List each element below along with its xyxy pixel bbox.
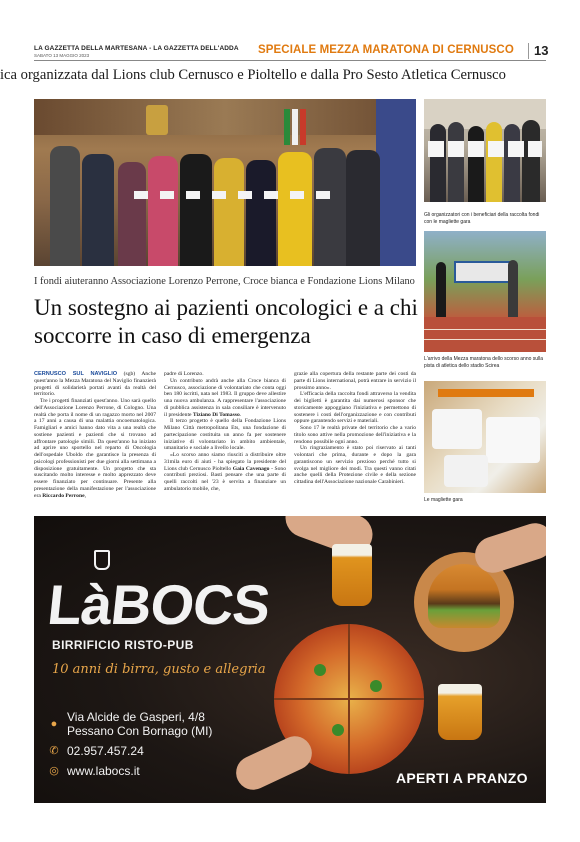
ad-address (48, 710, 212, 738)
col1-paragraph-1: Anche quest'anno la Mezza Maratona del Naviglio finanzierà progetti di solidarietà portati avanti da realtà del territorio. (34, 371, 156, 398)
hand-decoration (231, 731, 318, 796)
byline: (sgb) (123, 371, 136, 377)
person-name: Riccardo Perrone (42, 492, 85, 499)
caption-race-shirts: Le magliette gara (424, 497, 463, 503)
beer-glass-icon (438, 684, 482, 740)
person-name: Tiziano Di Tomasso (192, 411, 240, 418)
advertisement-labocs (34, 516, 546, 803)
ad-subtitle: BIRRIFICIO RISTO-PUB (52, 638, 194, 652)
col3-paragraph-4: Un ringraziamento è stato poi riservato ai tanti volontari che prima, durante e dopo la gara garantiscono un servizio prezioso perché tutto si svolga nel migliore dei modi. Tra questi vanno citati anche quelli della Protezione civile e della sezione cittadina dell'Associazione nazionale Carabinieri. (294, 445, 416, 485)
caption-finish-line: L'arrivo della Mezza maratona dello scorso anno sulla pista di atletica dello stadio Scirea (424, 356, 544, 369)
globe-icon: ◎ (49, 765, 59, 777)
photo-organizers (424, 99, 546, 202)
col2-paragraph-5: - Sono contributi preziosi. Basti pensare che una parte di quelli raccolti nel '23 è servita a finanziare un ambulatorio mobile, che, (164, 465, 287, 492)
ad-logo: LàBOCS (44, 573, 273, 636)
article-column-3 (294, 371, 416, 486)
article-column-1: CERNUSCO SUL NAVIGLIO (sgb) Anche quest'anno la Mezza Maratona del Naviglio finanzierà progetti di solidarietà portati avanti da realtà del territorio. Tre i progetti finanziati quest'anno. Uno sarà quello dell'Associazione Lorenzo Perrone, di Cologno. Una realtà che porta il nome di un ragazzo morto nel 2007 a 17 anni a causa di una malattia oncoematologica. Famigliari e amici hanno dato vita a una realtà che sostiene pazienti e pazienti che si trovano ad affrontare patologie simili. Da quest'anno ha iniziato ad aprire uno sportello nel reparto di Oncologia dell'ospedale Uboldo che garantisce la presenza di psicologi professionisti per due giorni alla settimana a disposizione gratuitamente. Un progetto che sta suscitando molto interesse e molto apprezzato deve essere finanziato per continuare. Presente alla presentazione della manifestazione per l'associazione era Riccardo Perrone, (34, 371, 156, 499)
beer-glass-icon (332, 544, 372, 606)
ad-slogan: 10 anni di birra, gusto e allegria (52, 662, 266, 677)
col2-paragraph-1: padre di Lorenzo. (164, 371, 204, 377)
article-column-2: padre di Lorenzo. Un contributo andrà anche alla Croce bianca di Cernusco, associazione di volontariato che conta oggi ben 180 iscritti, nata nel 1983. Il gruppo deve allestire una nuova ambulanza. A rappresentare l'associazione di pubblica assistenza in sala consiliare è intervenuto il presidente Tiziano Di Tomasso. Il terzo progetto è quello della Fondazione Lions Milano Città metropolitana Ets, una fondazione di partecipazione costituita un anno fa per sostenere iniziative di volontariato in ambito ambientale, umanitario e sociale a livello locale. «Lo scorso anno siamo riusciti a distribuire oltre 31mila euro di aiuti - ha spiegato la presidente del Lions club Cernusco Pioltello Gaia Cavenago - Sono contributi preziosi. Basti pensare che una parte di quelli raccolti nel '23 è servita a finanziare un ambulatorio mobile, che, (164, 371, 287, 492)
burger-icon (428, 564, 500, 628)
issue-date: SABATO 13 MAGGIO 2023 (34, 53, 90, 58)
article-headline: Un sostegno ai pazienti oncologici e a chi soccorre in caso di emergenza (34, 295, 418, 348)
section-title: SPECIALE MEZZA MARATONA DI CERNUSCO (258, 44, 514, 56)
phone-number: 02.957.457.24 (67, 744, 144, 758)
phone-icon: ✆ (49, 745, 59, 757)
dateline: CERNUSCO SUL NAVIGLIO (34, 371, 118, 377)
hand-decoration (470, 519, 546, 578)
address-line-2: Pessano Con Bornago (MI) (67, 724, 213, 738)
publication-name: LA GAZZETTA DELLA MARTESANA - LA GAZZETTA DELL'ADDA (34, 45, 239, 52)
col3-paragraph-3: Sono 17 le realtà private del territorio che a vario titolo sono attive nella promozione dell'iniziativa e la rendono possibile ogni anno. (294, 425, 416, 445)
open-lunch-label: APERTI A PRANZO (396, 770, 528, 786)
ad-website[interactable] (48, 764, 140, 778)
col2-paragraph-2: Un contributo andrà anche alla Croce bianca di Cernusco, associazione di volontariato che conta oggi ben 180 iscritti, nata nel 1983. Il gruppo deve allestire una nuova ambulanza. A rappresentare l'associazione di pubblica assistenza in sala consiliare è intervenuto il presidente (164, 377, 286, 418)
col2-paragraph-3: Il terzo progetto è quello della Fondazione Lions Milano Città metropolitana Ets, una fondazione di partecipazione costituita un anno fa per sostenere iniziative di volontariato in ambito ambientale, umanitario e sociale a livello locale. (164, 418, 286, 452)
photo-race-shirts (424, 381, 546, 493)
article-kicker: I fondi aiuteranno Associazione Lorenzo Perrone, Croce bianca e Fondazione Lions Milano (34, 276, 415, 287)
header-rule (34, 60, 546, 61)
top-strap: ica organizzata dal Lions club Cernusco e Pioltello e dalla Pro Sesto Atletica Cernusco (0, 67, 506, 83)
location-pin-icon: ● (50, 718, 58, 730)
person-name: Gaia Cavenago (232, 465, 270, 472)
col3-paragraph-2: L'efficacia della raccolta fondi attraverso la vendita dei biglietti è garantita dai numerosi sponsor che storicamente appoggiano l'iniziativa e permettono di sostenere i costi dell'organizzazione e con contributi oppure garantendo servizi e materiali. (294, 391, 416, 425)
col1-paragraph-2: Tre i progetti finanziati quest'anno. Uno sarà quello dell'Associazione Lorenzo Perrone, di Cologno. Una realtà che porta il nome di un ragazzo morto nel 2007 a 17 anni a causa di una malattia oncoematologica. Famigliari e amici hanno dato vita a una realtà che sostiene pazienti e pazienti che si trovano ad affrontare patologie simili. Da quest'anno ha iniziato ad aprire uno sportello nel reparto di Oncologia dell'ospedale Uboldo che garantisce la presenza di psicologi professionisti per due giorni alla settimana a disposizione gratuitamente. Un progetto che sta suscitando molto interesse e molto apprezzato deve essere finanziato per continuare. Presente alla presentazione della manifestazione per l'associazione era (34, 398, 156, 499)
main-photo (34, 99, 416, 266)
caption-organizers: Gli organizzatori con i beneficiari della raccolta fondi con le magliette gara (424, 212, 540, 225)
col2-paragraph-4: «Lo scorso anno siamo riusciti a distribuire oltre 31mila euro di aiuti - ha spiegato la presidente del Lions club Cernusco Pioltello (164, 452, 286, 472)
col3-paragraph-1: grazie alla copertura della restante parte dei costi da parte di Lions international, potrà entrare in servizio il prossimo anno». (294, 371, 416, 391)
page-number: 13 (528, 43, 548, 59)
photo-finish-line (424, 231, 546, 352)
address-line-1: Via Alcide de Gasperi, 4/8 (67, 710, 205, 724)
ad-phone[interactable] (48, 744, 144, 758)
beer-mug-logo-icon (94, 550, 110, 570)
website-url: www.labocs.it (67, 764, 140, 778)
